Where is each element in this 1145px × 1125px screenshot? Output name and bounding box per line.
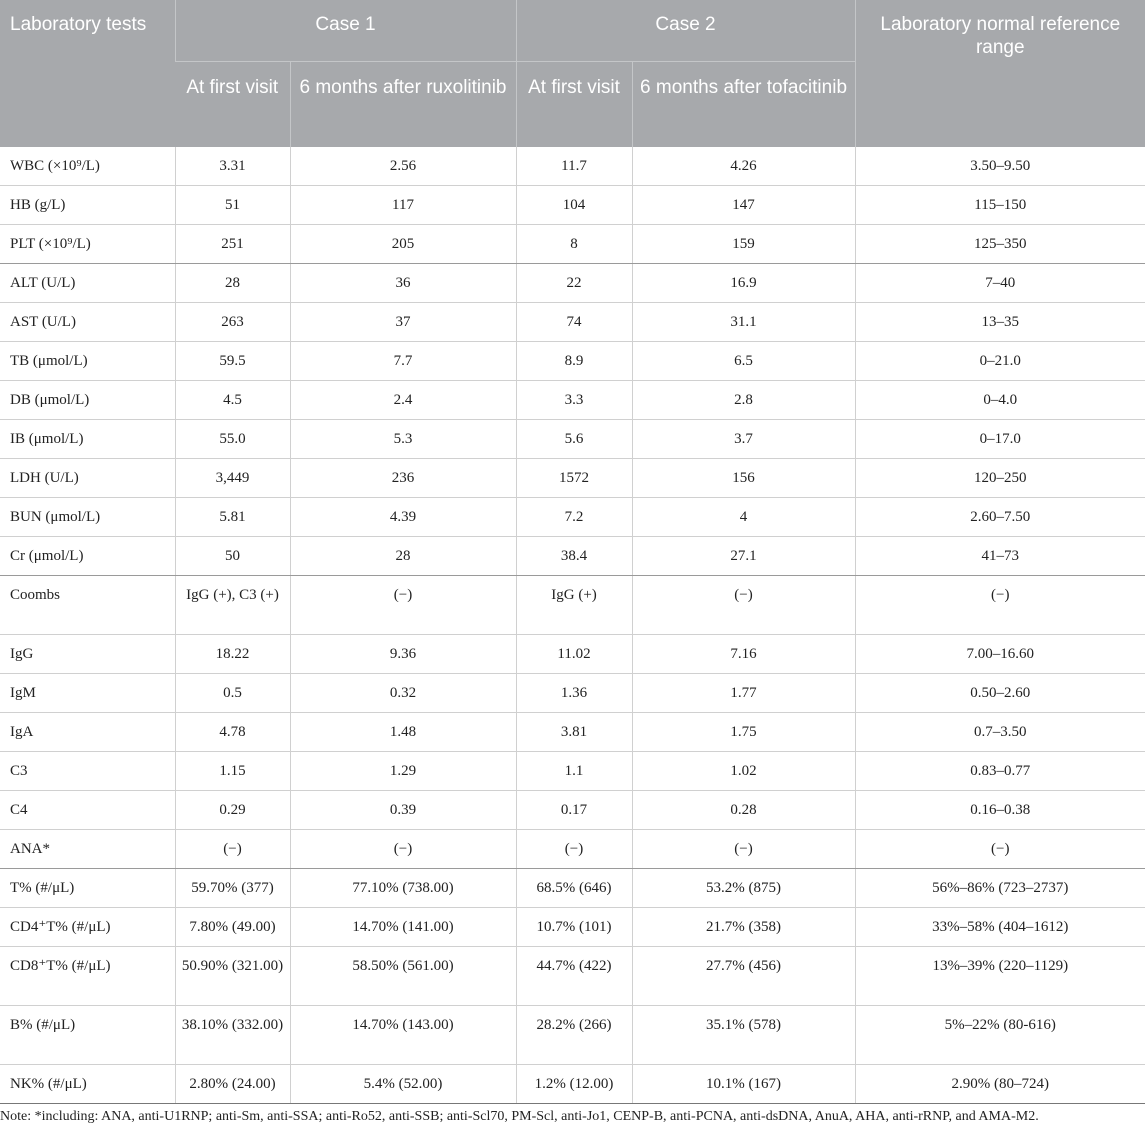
cell-case2-after: 16.9 [632,264,855,303]
cell-case1-first: 51 [175,186,290,225]
cell-test: CD8⁺T% (#/μL) [0,947,175,1006]
cell-test: IgG [0,635,175,674]
cell-case1-first: 50.90% (321.00) [175,947,290,1006]
cell-test: C3 [0,752,175,791]
cell-case1-first: 0.29 [175,791,290,830]
table-row [0,908,1145,947]
cell-case2-after: 53.2% (875) [632,869,855,908]
cell-case1-after: 117 [290,186,516,225]
header-reference-range: Laboratory normal reference range [855,0,1145,147]
cell-case1-first: 0.5 [175,674,290,713]
cell-test: ALT (U/L) [0,264,175,303]
cell-case1-after: 4.39 [290,498,516,537]
cell-case1-after: 28 [290,537,516,576]
cell-case2-first: 1.36 [516,674,632,713]
cell-case2-after: 35.1% (578) [632,1006,855,1065]
cell-test: NK% (#/μL) [0,1065,175,1104]
cell-case1-first: 3,449 [175,459,290,498]
table-row [0,342,1145,381]
header-case-2: Case 2 [516,0,855,62]
cell-case2-after: 27.1 [632,537,855,576]
cell-reference: 125–350 [855,225,1145,264]
cell-test: IgA [0,713,175,752]
cell-test: IgM [0,674,175,713]
cell-case1-after: 1.48 [290,713,516,752]
cell-reference: 33%–58% (404–1612) [855,908,1145,947]
cell-case2-first: 10.7% (101) [516,908,632,947]
cell-case2-first: 104 [516,186,632,225]
cell-test: IB (μmol/L) [0,420,175,459]
cell-case1-after: 2.4 [290,381,516,420]
cell-reference: 3.50–9.50 [855,147,1145,186]
header-case-1: Case 1 [175,0,516,62]
cell-case2-first: 1.1 [516,752,632,791]
cell-reference: 0–21.0 [855,342,1145,381]
cell-reference: 0.83–0.77 [855,752,1145,791]
table-body [0,147,1145,1104]
table-row [0,713,1145,752]
cell-reference: 2.60–7.50 [855,498,1145,537]
cell-case2-after: (−) [632,830,855,869]
cell-case1-first: 7.80% (49.00) [175,908,290,947]
header-case2-after-tofacitinib: 6 months after tofacitinib [632,62,855,148]
table-row [0,303,1145,342]
cell-case1-first: 59.5 [175,342,290,381]
table-row [0,498,1145,537]
cell-case2-first: 74 [516,303,632,342]
table-row [0,791,1145,830]
table-row [0,225,1145,264]
cell-reference: 115–150 [855,186,1145,225]
cell-reference: 2.90% (80–724) [855,1065,1145,1104]
cell-case2-after: 7.16 [632,635,855,674]
cell-case2-after: 159 [632,225,855,264]
cell-test: BUN (μmol/L) [0,498,175,537]
cell-case2-first: 11.7 [516,147,632,186]
cell-reference: 41–73 [855,537,1145,576]
cell-test: TB (μmol/L) [0,342,175,381]
cell-case2-after: 31.1 [632,303,855,342]
cell-case1-first: (−) [175,830,290,869]
cell-case1-first: 28 [175,264,290,303]
header-case1-first-visit: At first visit [175,62,290,148]
cell-case2-first: 44.7% (422) [516,947,632,1006]
table-row [0,186,1145,225]
cell-case1-first: 1.15 [175,752,290,791]
cell-case2-first: 38.4 [516,537,632,576]
cell-case1-after: 36 [290,264,516,303]
cell-case2-first: 8.9 [516,342,632,381]
cell-case1-first: 3.31 [175,147,290,186]
cell-reference: 56%–86% (723–2737) [855,869,1145,908]
cell-case1-after: 58.50% (561.00) [290,947,516,1006]
cell-reference: 0.7–3.50 [855,713,1145,752]
table-row [0,576,1145,635]
cell-test: WBC (×10⁹/L) [0,147,175,186]
cell-test: ANA* [0,830,175,869]
cell-case2-first: 11.02 [516,635,632,674]
cell-test: DB (μmol/L) [0,381,175,420]
cell-case1-first: 59.70% (377) [175,869,290,908]
cell-case2-first: 1572 [516,459,632,498]
cell-case1-first: 4.78 [175,713,290,752]
cell-case1-first: 55.0 [175,420,290,459]
cell-case2-after: (−) [632,576,855,635]
cell-test: CD4⁺T% (#/μL) [0,908,175,947]
table-row [0,420,1145,459]
cell-reference: 0–4.0 [855,381,1145,420]
cell-case2-first: 5.6 [516,420,632,459]
cell-test: T% (#/μL) [0,869,175,908]
cell-reference: 0.16–0.38 [855,791,1145,830]
cell-case1-first: 251 [175,225,290,264]
cell-case1-first: IgG (+), C3 (+) [175,576,290,635]
cell-reference: 120–250 [855,459,1145,498]
cell-case2-after: 1.75 [632,713,855,752]
cell-case1-first: 5.81 [175,498,290,537]
header-case2-first-visit: At first visit [516,62,632,148]
table-row [0,537,1145,576]
header-case1-after-ruxolitinib: 6 months after ruxolitinib [290,62,516,148]
cell-test: Cr (μmol/L) [0,537,175,576]
table-row [0,1006,1145,1065]
cell-case2-first: 28.2% (266) [516,1006,632,1065]
cell-case1-first: 38.10% (332.00) [175,1006,290,1065]
cell-case1-first: 263 [175,303,290,342]
cell-case2-first: 1.2% (12.00) [516,1065,632,1104]
cell-reference: 5%–22% (80-616) [855,1006,1145,1065]
cell-case2-first: IgG (+) [516,576,632,635]
cell-case2-first: 0.17 [516,791,632,830]
table-row [0,830,1145,869]
cell-case2-after: 1.02 [632,752,855,791]
cell-test: HB (g/L) [0,186,175,225]
cell-case2-first: 22 [516,264,632,303]
cell-case2-after: 27.7% (456) [632,947,855,1006]
cell-reference: 7.00–16.60 [855,635,1145,674]
table-row [0,1065,1145,1104]
cell-case1-after: 5.3 [290,420,516,459]
table-row [0,674,1145,713]
cell-case2-after: 2.8 [632,381,855,420]
cell-case2-first: 3.81 [516,713,632,752]
cell-test: LDH (U/L) [0,459,175,498]
cell-test: AST (U/L) [0,303,175,342]
cell-case2-after: 4 [632,498,855,537]
cell-reference: 0.50–2.60 [855,674,1145,713]
cell-case1-after: 0.32 [290,674,516,713]
cell-case1-after: (−) [290,576,516,635]
cell-case1-after: 9.36 [290,635,516,674]
cell-case1-after: 77.10% (738.00) [290,869,516,908]
cell-case2-first: 8 [516,225,632,264]
cell-case2-after: 0.28 [632,791,855,830]
cell-case2-after: 10.1% (167) [632,1065,855,1104]
table-row [0,264,1145,303]
table-row [0,869,1145,908]
table-row [0,147,1145,186]
cell-case2-first: 3.3 [516,381,632,420]
cell-reference: 7–40 [855,264,1145,303]
cell-test: PLT (×10⁹/L) [0,225,175,264]
cell-case2-after: 21.7% (358) [632,908,855,947]
cell-case1-after: 236 [290,459,516,498]
cell-case1-after: 5.4% (52.00) [290,1065,516,1104]
table-row [0,381,1145,420]
cell-case2-after: 4.26 [632,147,855,186]
cell-case1-after: 14.70% (141.00) [290,908,516,947]
cell-reference: (−) [855,576,1145,635]
cell-case2-after: 1.77 [632,674,855,713]
cell-case1-first: 4.5 [175,381,290,420]
cell-case1-after: 37 [290,303,516,342]
header-laboratory-tests: Laboratory tests [0,0,175,147]
cell-case1-first: 18.22 [175,635,290,674]
cell-reference: 13%–39% (220–1129) [855,947,1145,1006]
cell-test: Coombs [0,576,175,635]
table-header [0,0,1145,147]
cell-case2-after: 3.7 [632,420,855,459]
cell-case2-first: 68.5% (646) [516,869,632,908]
table-row [0,635,1145,674]
cell-case2-first: 7.2 [516,498,632,537]
cell-reference: (−) [855,830,1145,869]
cell-test: B% (#/μL) [0,1006,175,1065]
cell-case2-after: 147 [632,186,855,225]
cell-case2-after: 6.5 [632,342,855,381]
cell-case1-after: 7.7 [290,342,516,381]
cell-case1-after: 0.39 [290,791,516,830]
cell-reference: 0–17.0 [855,420,1145,459]
cell-case1-after: (−) [290,830,516,869]
cell-reference: 13–35 [855,303,1145,342]
cell-case1-first: 50 [175,537,290,576]
cell-test: C4 [0,791,175,830]
table-row [0,459,1145,498]
table-row [0,947,1145,1006]
cell-case1-after: 14.70% (143.00) [290,1006,516,1065]
cell-case1-first: 2.80% (24.00) [175,1065,290,1104]
cell-case2-after: 156 [632,459,855,498]
cell-case1-after: 1.29 [290,752,516,791]
cell-case1-after: 205 [290,225,516,264]
table-footnote: Note: *including: ANA, anti-U1RNP; anti-Sm, anti-SSA; anti-Ro52, anti-SSB; anti-Scl70, PM-Scl, anti-Jo1, CENP-B, anti-PCNA, anti-dsDNA, AnuA, AHA, anti-rRNP, and AMA-M2. [0,1109,1039,1124]
table-row [0,752,1145,791]
cell-case2-first: (−) [516,830,632,869]
cell-case1-after: 2.56 [290,147,516,186]
